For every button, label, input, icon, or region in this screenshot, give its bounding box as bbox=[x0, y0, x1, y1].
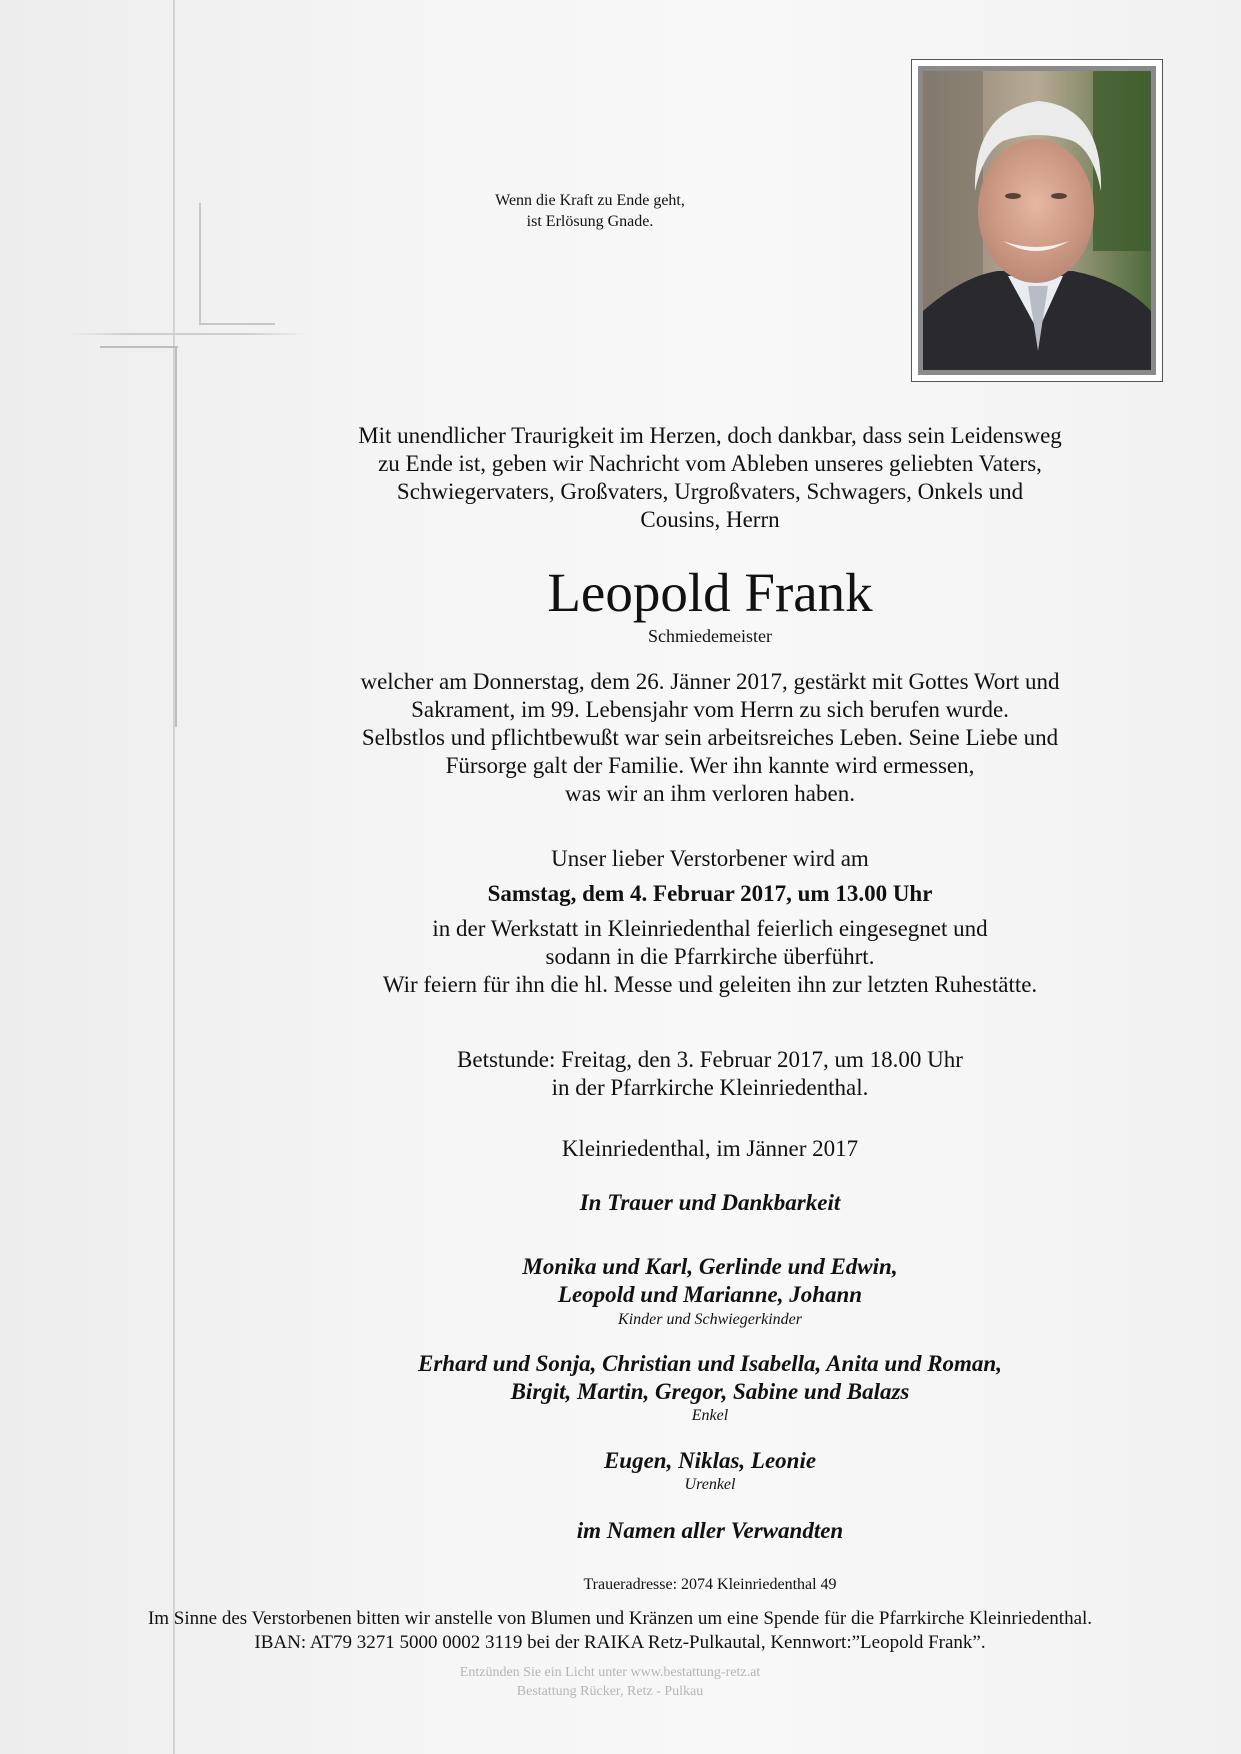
funeral-line: sodann in die Pfarrkirche überführt. bbox=[545, 944, 875, 969]
life-text-line: was wir an ihm verloren haben. bbox=[565, 781, 855, 806]
family-relation: Urenkel bbox=[684, 1476, 736, 1493]
portrait-photo-frame bbox=[911, 59, 1163, 382]
funeral-line: in der Werkstatt in Kleinriedenthal feierlich eingesegnet und bbox=[432, 916, 988, 941]
intro-line: zu Ende ist, geben wir Nachricht vom Ableben unseres geliebten Vaters, bbox=[378, 451, 1042, 476]
prayer-line: in der Pfarrkirche Kleinriedenthal. bbox=[551, 1075, 869, 1100]
life-text-line: Sakrament, im 99. Lebensjahr vom Herrn zu sich berufen wurde. bbox=[411, 697, 1009, 722]
life-text-line: Fürsorge galt der Familie. Wer ihn kannte wird ermessen, bbox=[445, 753, 975, 778]
cross-stroke bbox=[175, 346, 177, 727]
all-relatives: im Namen aller Verwandten bbox=[576, 1518, 844, 1543]
funeral-line: Wir feiern für ihn die hl. Messe und geleiten ihn zur letzten Ruhestätte. bbox=[382, 972, 1038, 997]
funeral-intro: Unser lieber Verstorbener wird am bbox=[551, 846, 869, 871]
footer-credit bbox=[300, 1663, 920, 1701]
funeral-details bbox=[240, 915, 1180, 999]
mourning-heading: In Trauer und Dankbarkeit bbox=[579, 1190, 841, 1215]
family-children bbox=[260, 1253, 1160, 1309]
cross-stroke bbox=[199, 323, 275, 325]
cross-stroke bbox=[66, 333, 308, 335]
family-line: Erhard und Sonja, Christian und Isabella, Anita und Roman, bbox=[418, 1351, 1002, 1376]
deceased-title: Schmiedemeister bbox=[648, 626, 772, 646]
prayer-line: Betstunde: Freitag, den 3. Februar 2017, um 18.00 Uhr bbox=[457, 1047, 963, 1072]
cross-stroke bbox=[173, 0, 175, 1754]
announcement-intro bbox=[240, 422, 1180, 534]
footer-line: Entzünden Sie ein Licht unter www.bestattung-retz.at bbox=[459, 1665, 761, 1680]
quote-line: Wenn die Kraft zu Ende geht, bbox=[495, 192, 685, 209]
place-date: Kleinriedenthal, im Jänner 2017 bbox=[561, 1136, 859, 1161]
life-text bbox=[240, 668, 1180, 808]
quote-line: ist Erlösung Gnade. bbox=[526, 213, 654, 230]
portrait-photo bbox=[923, 71, 1151, 370]
intro-line: Mit unendlicher Traurigkeit im Herzen, doch dankbar, dass sein Leidensweg bbox=[358, 423, 1062, 448]
portrait-photo-mat bbox=[918, 66, 1156, 375]
intro-line: Schwiegervaters, Großvaters, Urgroßvaters, Schwagers, Onkels und bbox=[396, 479, 1024, 504]
family-line: Monika und Karl, Gerlinde und Edwin, bbox=[522, 1254, 898, 1279]
family-relation: Kinder und Schwiegerkinder bbox=[618, 1311, 802, 1328]
donation-line: Im Sinne des Verstorbenen bitten wir anstelle von Blumen und Kränzen um eine Spende für die Pfarrkirche Kleinriedenthal. bbox=[147, 1608, 1093, 1629]
family-line: Eugen, Niklas, Leonie bbox=[603, 1448, 817, 1473]
deceased-name: Leopold Frank bbox=[547, 562, 873, 623]
intro-line: Cousins, Herrn bbox=[640, 507, 780, 532]
footer-line: Bestattung Rücker, Retz - Pulkau bbox=[516, 1684, 704, 1699]
family-grandchildren bbox=[240, 1350, 1180, 1406]
family-relation: Enkel bbox=[691, 1407, 729, 1424]
donation-note bbox=[40, 1607, 1200, 1655]
family-line: Birgit, Martin, Gregor, Sabine und Balazs bbox=[510, 1379, 910, 1404]
cross-stroke bbox=[100, 346, 178, 348]
family-line: Leopold und Marianne, Johann bbox=[557, 1282, 863, 1307]
mourning-address: Traueradresse: 2074 Kleinriedenthal 49 bbox=[583, 1576, 837, 1593]
opening-quote bbox=[440, 190, 740, 232]
donation-line: IBAN: AT79 3271 5000 0002 3119 bei der RAIKA Retz-Pulkautal, Kennwort:”Leopold Frank”. bbox=[254, 1632, 986, 1653]
life-text-line: Selbstlos und pflichtbewußt war sein arbeitsreiches Leben. Seine Liebe und bbox=[361, 725, 1059, 750]
funeral-date: Samstag, dem 4. Februar 2017, um 13.00 Uhr bbox=[487, 881, 933, 906]
cross-stroke bbox=[199, 203, 201, 325]
family-great-grandchildren bbox=[400, 1447, 1020, 1475]
life-text-line: welcher am Donnerstag, dem 26. Jänner 2017, gestärkt mit Gottes Wort und bbox=[360, 669, 1060, 694]
prayer-hour bbox=[300, 1046, 1120, 1102]
